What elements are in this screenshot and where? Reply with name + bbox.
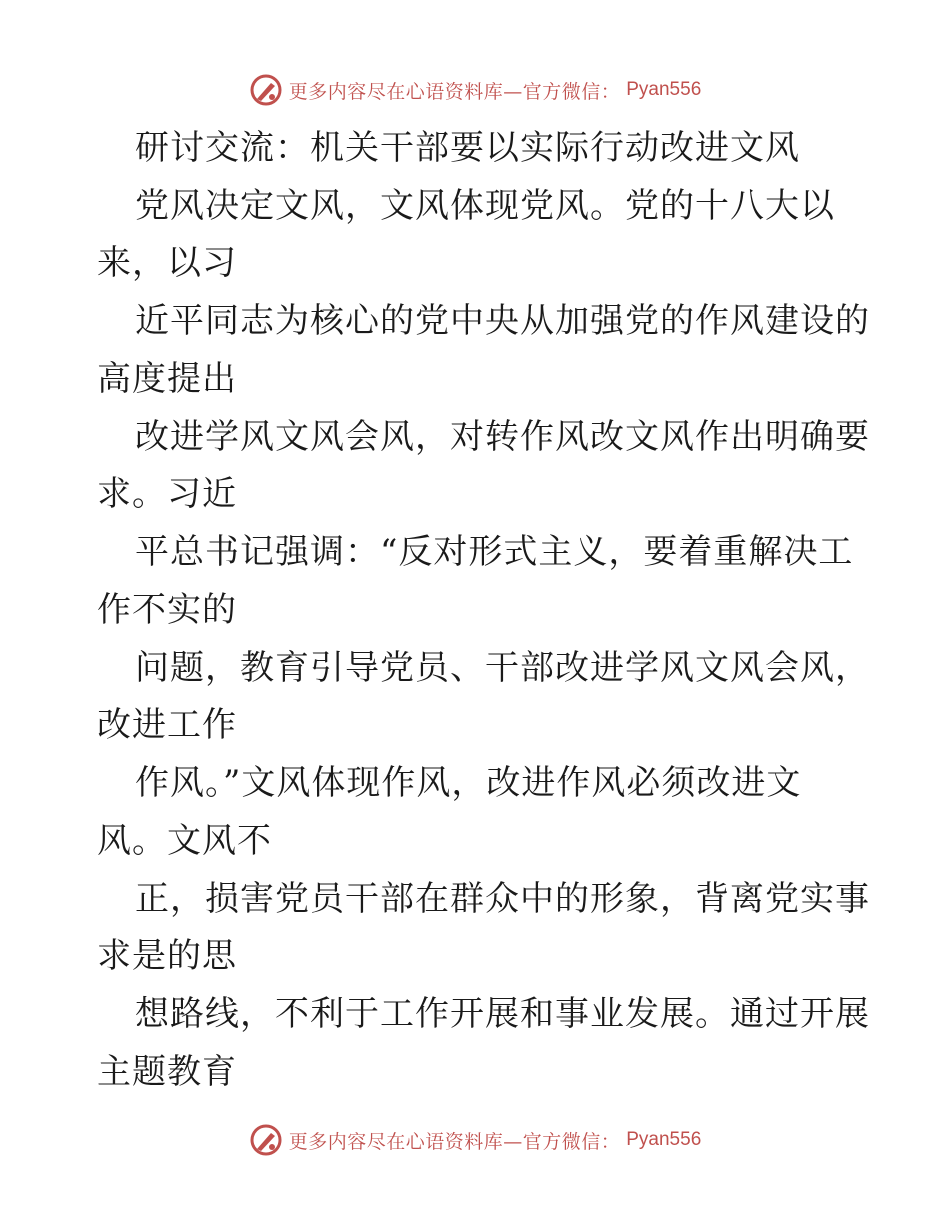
text-line: 来，以习 [97,243,237,283]
text-line: 平总书记强调：“反对形式主义，要着重解决工 [135,532,854,572]
text-line: 求。习近 [97,474,237,514]
footer-banner [0,1120,950,1160]
footer-banner-text: 更多内容尽在心语资料库—官方微信： [288,1130,621,1153]
document-title: 研讨交流：机关干部要以实际行动改进文风 [135,128,800,168]
text-line: 党风决定文风，文风体现党风。党的十八大以 [135,186,835,226]
text-line: 改进工作 [97,705,237,745]
pen-seal-logo-icon [249,1123,283,1157]
text-line: 想路线，不利于工作开展和事业发展。通过开展 [135,994,870,1034]
text-line: 作风。”文风体现作风，改进作风必须改进文 [135,763,802,803]
text-line: 近平同志为核心的党中央从加强党的作风建设的 [135,301,870,341]
header-banner [0,70,950,110]
text-line: 作不实的 [97,590,237,630]
text-line: 改进学风文风会风，对转作风改文风作出明确要 [135,417,870,457]
text-line: 主题教育 [97,1052,237,1092]
footer-wechat-id: Pyan556 [626,1129,702,1150]
text-line: 高度提出 [97,359,237,399]
text-line: 正，损害党员干部在群众中的形象，背离党实事 [135,879,870,919]
pen-seal-logo-icon [249,73,283,107]
text-line: 风。文风不 [97,821,272,861]
header-wechat-id: Pyan556 [626,79,702,100]
header-banner-text: 更多内容尽在心语资料库—官方微信： [288,80,621,103]
text-line: 问题，教育引导党员、干部改进学风文风会风， [135,648,870,688]
text-line: 求是的思 [97,936,237,976]
